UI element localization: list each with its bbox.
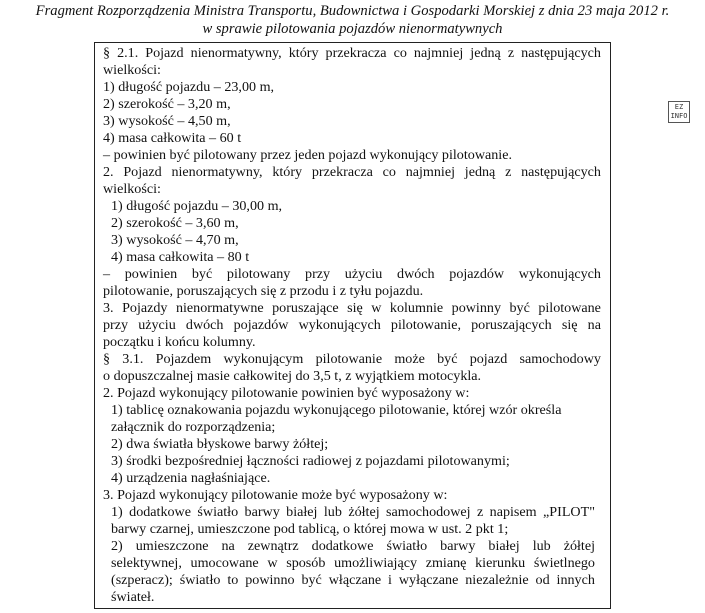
word: umocowane: [190, 555, 259, 571]
word: barwy: [244, 504, 280, 520]
regulation-text-line: [111, 504, 595, 521]
word: barwy: [440, 538, 476, 554]
word: być: [191, 266, 213, 282]
word: światło: [197, 504, 239, 520]
word: najmniej: [413, 45, 464, 61]
word: niezależnie: [465, 572, 529, 588]
word: z: [507, 45, 515, 61]
word: przekracza: [311, 164, 373, 180]
regulation-text-line: [111, 555, 595, 572]
regulation-text-line: świateł.: [111, 589, 155, 605]
word: Pojazd: [123, 164, 162, 180]
word: na: [587, 317, 601, 333]
word: jedną: [470, 45, 501, 61]
word: umieszczone: [135, 538, 209, 554]
word: powinno: [245, 572, 295, 588]
word: pilotowane: [538, 300, 601, 316]
word: się: [561, 317, 578, 333]
word: powinien: [124, 266, 178, 282]
info-qr-icon-line-1: EZ: [674, 103, 684, 111]
word: 2): [111, 538, 123, 554]
word: samochodowej: [386, 504, 471, 520]
word: włączane: [328, 572, 382, 588]
word: od: [535, 572, 550, 588]
regulation-text-line: 4) urządzenia nagłaśniające.: [111, 470, 271, 486]
word: pilotowany: [226, 266, 291, 282]
word: pojazd: [469, 351, 508, 367]
word: Pojazdy: [122, 300, 168, 316]
regulation-text-box: [94, 42, 611, 609]
word: który: [272, 164, 303, 180]
word: żółtej: [348, 504, 380, 520]
word: to: [227, 572, 239, 588]
regulation-text-line: 1) długość pojazdu – 30,00 m,: [111, 198, 283, 214]
word: samochodowy: [519, 351, 601, 367]
word: pojazdów: [449, 266, 505, 282]
word: pilotowanie: [315, 351, 383, 367]
regulation-text-line: [103, 351, 601, 368]
word: 1): [111, 504, 123, 520]
document-header: [0, 2, 705, 38]
word: lub: [532, 538, 551, 554]
word: (szperacz);: [111, 572, 173, 588]
regulation-text-line: 2) dwa światła błyskowe barwy żółtej;: [111, 436, 329, 452]
word: być: [437, 351, 458, 367]
regulation-text-line: 4) masa całkowita – 60 t: [103, 130, 242, 146]
regulation-text-line: 2. Pojazd wykonujący pilotowanie powinien być wyposażony w:: [103, 385, 470, 401]
info-qr-icon: [668, 101, 690, 123]
regulation-text-line: [103, 266, 601, 283]
word: przekracza: [325, 45, 387, 61]
regulation-text-line: 3) wysokość – 4,70 m,: [111, 232, 239, 248]
regulation-text-line: 3) środki bezpośredniej łączności radiowej z pojazdami pilotowanymi;: [111, 453, 510, 469]
word: nienormatywny,: [171, 164, 263, 180]
word: białej: [488, 538, 520, 554]
word: dodatkowe: [311, 538, 374, 554]
regulation-text-line: załącznik do rozporządzenia;: [111, 419, 276, 435]
word: –: [103, 266, 111, 282]
regulation-text-line: 2) szerokość – 3,20 m,: [103, 96, 231, 112]
regulation-text-line: [111, 572, 595, 589]
word: być: [301, 572, 322, 588]
word: w: [371, 300, 382, 316]
word: wykonujących: [518, 266, 601, 282]
word: wykonującym: [223, 351, 304, 367]
word: światło: [179, 572, 221, 588]
word: 2.1.: [117, 45, 139, 61]
regulation-text-line: o dopuszczalnej masie całkowitej do 3,5 t, z wyjątkiem motocykla.: [103, 368, 482, 384]
word: białej: [286, 504, 318, 520]
word: nienormatywny,: [190, 45, 282, 61]
word: kierunku: [475, 555, 526, 571]
regulation-text-line: [103, 164, 601, 181]
regulation-text-line: początku i końcu kolumny.: [103, 334, 256, 350]
regulation-text-line: [103, 300, 601, 317]
word: co: [382, 164, 396, 180]
word: 2.: [103, 164, 114, 180]
word: wyłączane: [398, 572, 459, 588]
word: przy: [103, 317, 129, 333]
word: z: [476, 504, 484, 520]
word: poruszających: [471, 317, 552, 333]
regulation-text-line: barwy czarnej, umieszczone pod tablicą, o której mowa w ust. 2 pkt 1;: [111, 521, 509, 537]
word: zewnątrz: [247, 538, 299, 554]
info-qr-icon-line-2: INFO: [670, 112, 688, 120]
word: co: [393, 45, 407, 61]
regulation-text-line: 3. Pojazd wykonujący pilotowanie może być wyposażony w:: [103, 487, 448, 503]
word: z: [505, 164, 512, 180]
header-title-line-1: Fragment Rozporządzenia Ministra Transportu, Budownictwa i Gospodarki Morskiej z dnia 23 maja 2012 r.: [35, 3, 670, 19]
word: selektywnej,: [111, 555, 182, 571]
word: napisem: [489, 504, 537, 520]
word: przy: [305, 266, 331, 282]
word: lub: [323, 504, 342, 520]
word: pojazdów: [233, 317, 289, 333]
word: następujących: [521, 45, 601, 61]
word: w: [267, 555, 278, 571]
regulation-text-line: wielkości:: [103, 62, 161, 78]
word: „PILOT": [543, 504, 595, 520]
word: pilotowanie,: [390, 317, 461, 333]
word: Pojazdem: [155, 351, 212, 367]
word: na: [221, 538, 235, 554]
word: 3.: [103, 300, 114, 316]
regulation-text-line: pilotowanie, poruszających się z przodu i z tyłu pojazdu.: [103, 283, 424, 299]
word: żółtej: [563, 538, 595, 554]
word: poruszające: [272, 300, 339, 316]
word: następujących: [521, 164, 601, 180]
word: innych: [556, 572, 595, 588]
word: się: [347, 300, 363, 316]
word: świetlnego: [533, 555, 595, 571]
regulation-text-line: 1) tablicę oznakowania pojazdu wykonującego pilotowanie, której wzór określa: [111, 402, 562, 418]
regulation-text-line: wielkości:: [103, 181, 161, 197]
word: §: [103, 45, 111, 61]
word: dwóch: [185, 317, 224, 333]
word: §: [103, 351, 111, 367]
regulation-text-line: 2) szerokość – 3,60 m,: [111, 215, 239, 231]
word: i: [388, 572, 392, 588]
word: który: [288, 45, 319, 61]
word: zmianę: [425, 555, 467, 571]
word: użyciu: [138, 317, 176, 333]
word: sposób: [286, 555, 326, 571]
regulation-text-line: [103, 317, 601, 334]
word: dodatkowe: [129, 504, 191, 520]
regulation-text-line: 1) długość pojazdu – 23,00 m,: [103, 79, 275, 95]
word: nienormatywne: [175, 300, 264, 316]
regulation-text-line: – powinien być pilotowany przez jeden pojazd wykonujący pilotowanie.: [103, 147, 512, 163]
regulation-text-line: [103, 45, 601, 62]
word: światło: [386, 538, 428, 554]
word: najmniej: [405, 164, 456, 180]
regulation-text-line: 3) wysokość – 4,50 m,: [103, 113, 231, 129]
word: użyciu: [344, 266, 383, 282]
word: może: [394, 351, 425, 367]
word: 3.1.: [122, 351, 144, 367]
word: kolumnie: [389, 300, 444, 316]
word: dwóch: [397, 266, 435, 282]
regulation-text-line: 4) masa całkowita – 80 t: [111, 249, 250, 265]
header-title-line-2: w sprawie pilotowania pojazdów nienormatywnych: [202, 21, 503, 37]
word: umożliwiający: [334, 555, 418, 571]
word: wykonujących: [298, 317, 381, 333]
regulation-text-line: [111, 538, 595, 555]
word: jedną: [464, 164, 496, 180]
word: być: [509, 300, 530, 316]
word: powinny: [451, 300, 501, 316]
word: Pojazd: [145, 45, 184, 61]
